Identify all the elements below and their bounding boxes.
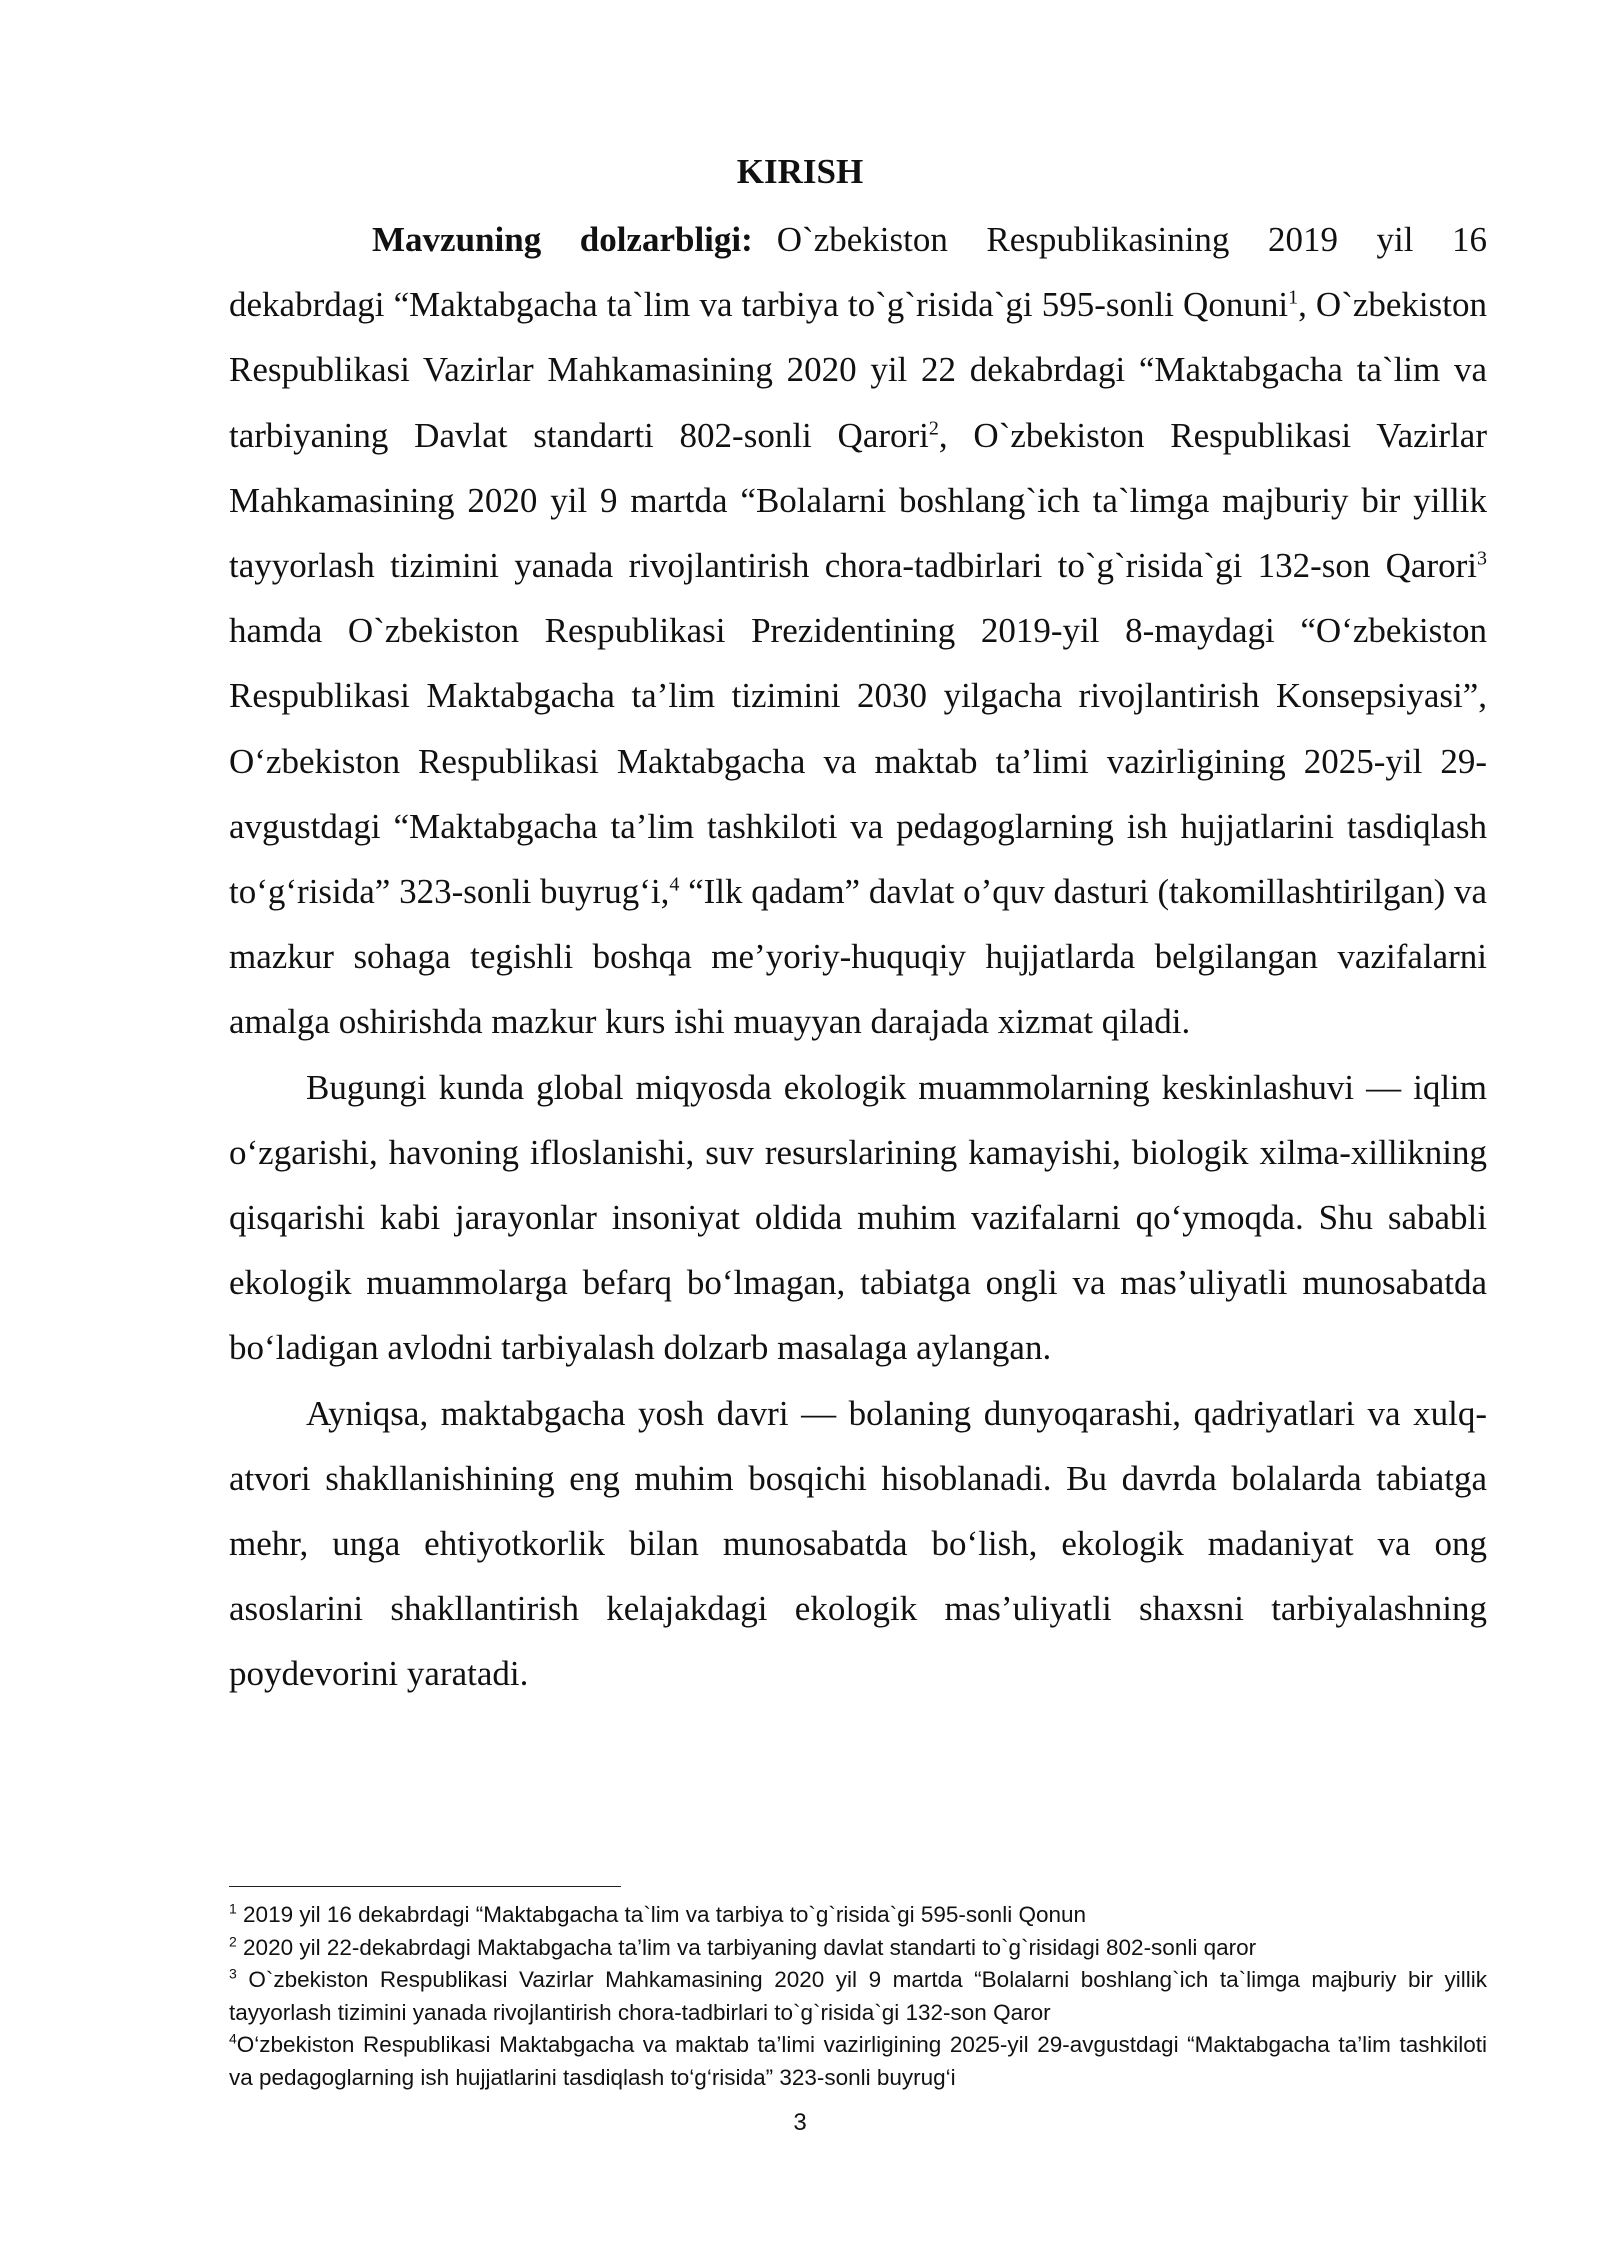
paragraph-preschool: Ayniqsa, maktabgacha yosh davri — bolaning dunyoqarashi, qadriyatlari va xulq-atvori shakllanishining eng muhim bosqichi hisoblanadi. Bu davrda bolalarda tabiatga mehr, unga ehtiyotkorlik bilan munosabatda bo‘lish, ekologik madaniyat va ong asoslarini shakllantirish kelajakdagi ekologik mas’uliyatli shaxsni tarbiyalashning poydevorini yaratadi.: [229, 1393, 1487, 1694]
footnote-2: [229, 1932, 1487, 1965]
footnote-mark: 1: [229, 1900, 237, 1917]
footnote-mark: 4: [229, 2030, 237, 2047]
paragraph-ecology: Bugungi kunda global miqyosda ekologik muammolarning keskinlashuvi — iqlim o‘zgarishi, havoning ifloslanishi, suv resurslarining kamayishi, biologik xilma-xillikning qisqarishi kabi jarayonlar insoniyat oldida muhim vazifalarni qo‘ymoqda. Shu sababli ekologik muammolarga befarq bo‘lmagan, tabiatga ongli va mas’uliyatli munosabatda bo‘ladigan avlodni tarbiyalash dolzarb masalaga aylangan.: [229, 1067, 1487, 1368]
paragraph-text: , O`zbekiston Respublikasi Vazirlar Mahkamasining 2020 yil 22 dekabrdagi “Maktabgacha ta`lim va tarbiyaning Davlat standarti 802-sonli Qarori: [229, 285, 1487, 455]
footnote-separator: [229, 1886, 621, 1887]
paragraph-text: hamda O`zbekiston Respublikasi Prezidentining 2019-yil 8-maydagi “O‘zbekiston Respublikasi Maktabgacha ta’lim tizimini 2030 yilgacha rivojlantirish Konsepsiyasi”, O‘zbekiston Respublikasi Maktabgacha va maktab ta’limi vazirligining 2025-yil 29-avgustdagi “Maktabgacha ta’lim tashkiloti va pedagoglarning ish hujjatlarini tasdiqlash to‘g‘risida” 323-sonli buyrug‘i,: [229, 611, 1487, 912]
section-heading: KIRISH: [736, 152, 864, 191]
footnote-text: 2020 yil 22-dekabrdagi Maktabgacha ta’lim va tarbiyaning davlat standarti to`g`risidagi 802-sonli qaror: [236, 1934, 1257, 1960]
footnote-text: O‘zbekiston Respublikasi Maktabgacha va maktab ta’limi vazirligining 2025-yil 29-avgustdagi “Maktabgacha ta’lim tashkiloti va pedagoglarning ish hujjatlarini tasdiqlash to‘g‘risida” 323-sonli buyrug‘i: [229, 2032, 1487, 2090]
footnote-1: [229, 1899, 1487, 1932]
paragraph-relevance: [229, 207, 1487, 1055]
relevance-lead: Mavzuning dolzarbligi:: [372, 220, 753, 259]
page-number: 3: [793, 2109, 807, 2136]
footnote-ref-4[interactable]: 4: [669, 873, 680, 896]
paragraph-text: “Ilk qadam” davlat o’quv dasturi (takomillashtirilgan) va mazkur sohaga tegishli boshqa me’yoriy-huquqiy hujjatlarda belgilangan vazifalarni amalga oshirishda mazkur kurs ishi muayyan darajada xizmat qiladi.: [229, 872, 1488, 1042]
footnote-ref-2[interactable]: 2: [928, 416, 939, 439]
footnote-ref-1[interactable]: 1: [1288, 286, 1299, 309]
footnotes: [229, 1899, 1487, 2094]
footnote-text: 2019 yil 16 dekabrdagi “Maktabgacha ta`lim va tarbiya to`g`risida`gi 595-sonli Qonun: [236, 1902, 1086, 1927]
paragraph-text: , O`zbekiston Respublikasi Vazirlar Mahkamasining 2020 yil 9 martda “Bolalarni boshlang`ich ta`limga majburiy bir yillik tayyorlash tizimini yanada rivojlantirish chora-tadbirlari to`g`risida`gi 132-son Qarori: [229, 415, 1487, 586]
footnote-ref-3[interactable]: 3: [1477, 547, 1487, 570]
body-text: [229, 207, 1487, 1707]
footnote-text: O`zbekiston Respublikasi Vazirlar Mahkamasining 2020 yil 9 martda “Bolalarni boshlang`ich ta`limga majburiy bir yillik tayyorlash tizimini yanada rivojlantirish chora-tadbirlari to`g`risida`gi 132-son Qaror: [229, 1967, 1487, 2025]
footnote-mark: 3: [229, 1965, 237, 1982]
footnote-mark: 2: [229, 1933, 237, 1949]
footnote-4: [229, 2029, 1487, 2094]
paragraph-text: O`zbekiston Respublikasining 2019 yil 16 dekabrdagi “Maktabgacha ta`lim va tarbiya to`g`risida`gi 595-sonli Qonuni: [229, 220, 1487, 325]
footnote-3: [229, 1964, 1487, 2029]
